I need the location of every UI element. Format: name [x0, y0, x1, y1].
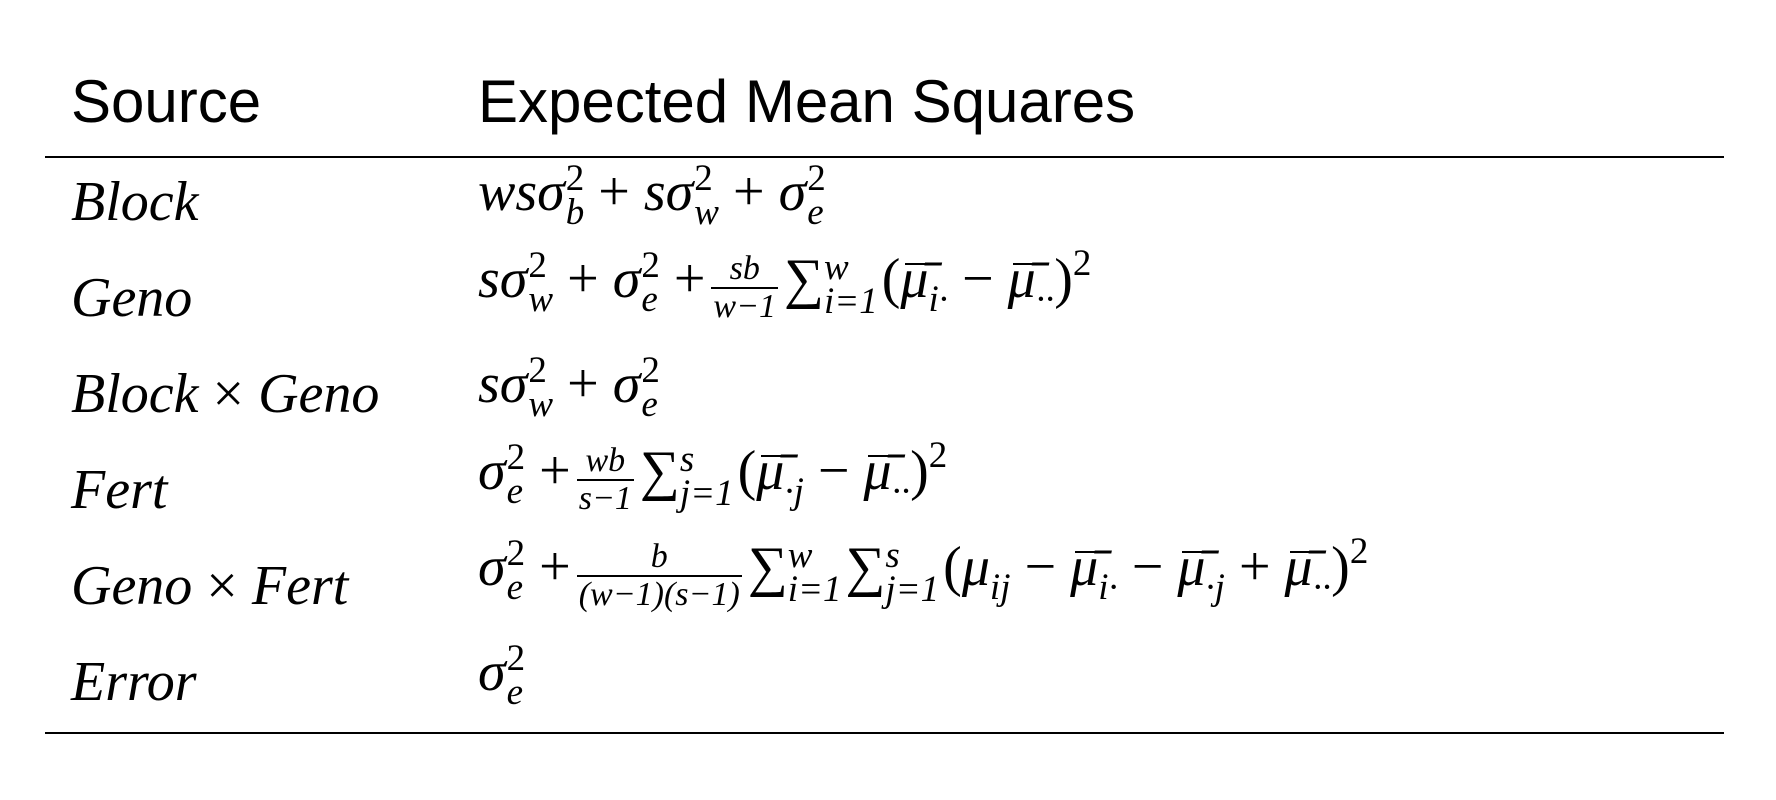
- fraction: $\frac{b}{(w-1)(s-1)}$: [578, 537, 740, 614]
- ems-cell: wsσ 2 b + sσ 2 w + σ 2 e: [478, 157, 826, 233]
- table-row: [0, 531, 1776, 617]
- table-row: [0, 157, 1776, 233]
- header-rule: [45, 156, 1724, 158]
- summation-symbol: ∑: [747, 536, 788, 599]
- source-cell: Block × Geno: [71, 363, 380, 425]
- table-row: [0, 637, 1776, 713]
- header-expected-mean-squares: Expected Mean Squares: [478, 68, 1136, 135]
- ems-cell: sσ 2 w + σ 2 e: [478, 349, 660, 425]
- table-row: [0, 243, 1776, 329]
- table-row: [0, 349, 1776, 425]
- header-source: Source: [71, 68, 262, 135]
- summation-symbol: ∑: [639, 440, 680, 503]
- ems-cell: σ 2 e + $\frac{wb}{s-1}$ ∑ s j=1 ($\mū_{\cdot j}$ − $\mū_{\cdot\cdot})^2$: [478, 435, 948, 518]
- ems-cell: σ 2 e: [478, 637, 526, 713]
- summation-symbol: ∑: [784, 248, 824, 311]
- fraction: $\frac{sb}{w-1}$: [713, 249, 777, 326]
- source-cell: Geno × Fert: [71, 555, 349, 617]
- source-cell: Fert: [71, 459, 168, 521]
- source-cell: Error: [71, 651, 197, 713]
- ems-cell: σ 2 e + $\frac{b}{(w-1)(s-1)}$ ∑ w i=1 ∑ s j=1 ($\mu_{ij}$ − $\mū_{i\cdot}$ − $\mū_{\cdot j}$ + $\mū_{\cdot\cdot})^2$: [478, 531, 1369, 614]
- summation-symbol: ∑: [845, 536, 886, 599]
- source-cell: Block: [71, 171, 199, 233]
- source-cell: Geno: [71, 267, 193, 329]
- ems-cell: sσ 2 w + σ 2 e + $\frac{sb}{w-1}$ ∑ w i=1 ($\mū_{i\cdot}$ − $\mū_{\cdot\cdot})^2$: [478, 243, 1092, 326]
- table-row: [0, 435, 1776, 521]
- bottom-rule: [45, 732, 1724, 734]
- fraction: $\frac{wb}{s-1}$: [578, 441, 632, 518]
